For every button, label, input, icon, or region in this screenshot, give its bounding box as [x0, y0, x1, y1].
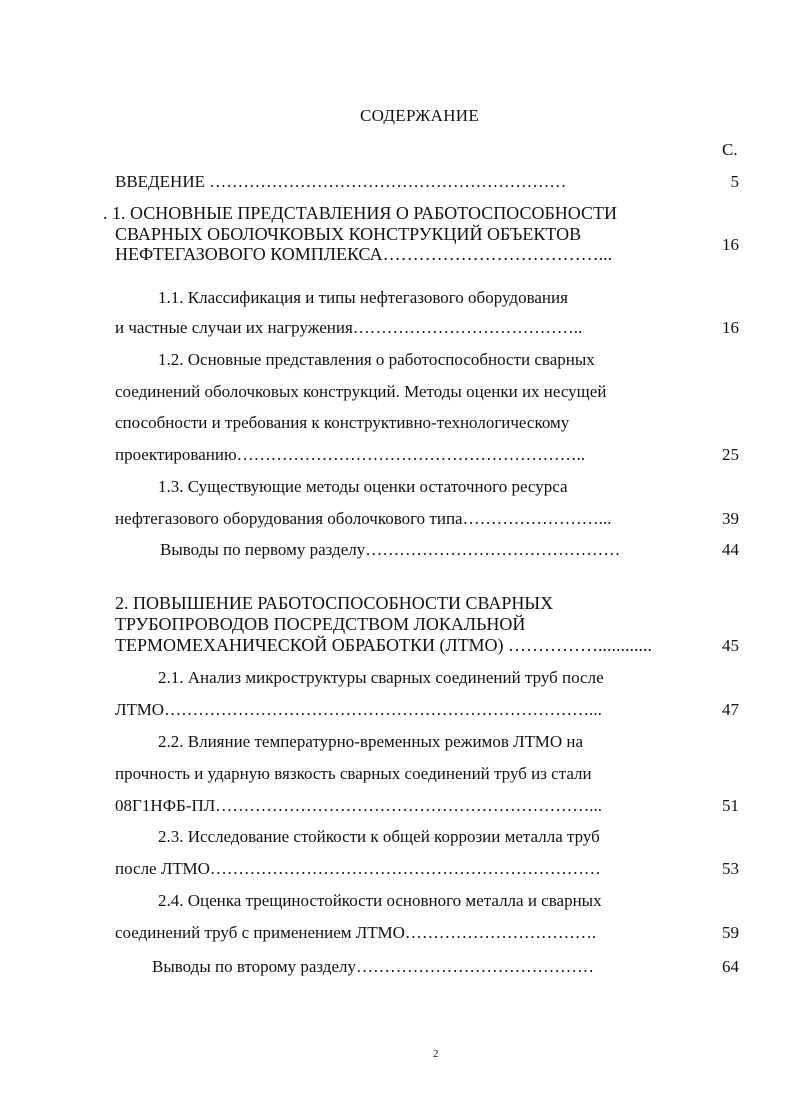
toc-page-number: 53	[722, 859, 739, 878]
toc-page-number: 47	[722, 700, 739, 719]
toc-entry-line: ЛТМО…………………………………………………………………...	[115, 700, 602, 719]
toc-page-number: 51	[722, 796, 739, 815]
toc-entry-line: ТЕРМОМЕХАНИЧЕСКОЙ ОБРАБОТКИ (ЛТМО) ……………............	[115, 635, 652, 655]
toc-entry-line: ВВЕДЕНИЕ ………………………………………………………	[115, 172, 567, 191]
toc-entry-line: Выводы по первому разделу………………………………………	[160, 540, 621, 559]
toc-page-number: 16	[722, 235, 739, 254]
toc-entry-line: соединений оболочковых конструкций. Методы оценки их несущей	[115, 382, 607, 401]
toc-entry-line: 2.4. Оценка трещиностойкости основного металла и сварных	[158, 891, 602, 910]
toc-page-number: 5	[730, 172, 739, 191]
toc-entry-line: 1.1. Классификация и типы нефтегазового оборудования	[158, 288, 568, 307]
toc-entry-line: проектированию……………………………………………………..	[115, 445, 586, 464]
footer-page-number: 2	[433, 1048, 439, 1060]
toc-entry-line: способности и требования к конструктивно-технологическому	[115, 413, 570, 432]
toc-entry-line: соединений труб с применением ЛТМО…………………………….	[115, 923, 597, 942]
toc-entry-line: прочность и ударную вязкость сварных соединений труб из стали	[115, 764, 592, 783]
toc-page-number: 45	[722, 636, 739, 655]
toc-entry-line: и частные случаи их нагружения…………………………………..	[115, 318, 583, 337]
toc-page-number: 39	[722, 509, 739, 528]
toc-entry-line: . 1. ОСНОВНЫЕ ПРЕДСТАВЛЕНИЯ О РАБОТОСПОСОБНОСТИ	[103, 203, 618, 223]
toc-entry-line: 2.1. Анализ микроструктуры сварных соединений труб после	[158, 668, 604, 687]
toc-entry-line: после ЛТМО……………………………………………………………	[115, 859, 601, 878]
toc-entry-line: 1.2. Основные представления о работоспособности сварных	[158, 350, 595, 369]
page-title: СОДЕРЖАНИЕ	[360, 106, 480, 125]
page-column-header: С.	[722, 140, 738, 159]
toc-page-number: 64	[722, 957, 739, 976]
toc-entry-line: 1.3. Существующие методы оценки остаточного ресурса	[158, 477, 568, 496]
toc-entry-line: НЕФТЕГАЗОВОГО КОМПЛЕКСА………………………………...	[115, 244, 613, 264]
toc-entry-line: 2.3. Исследование стойкости к общей коррозии металла труб	[158, 827, 600, 846]
toc-page-number: 16	[722, 318, 739, 337]
toc-entry-line: 2. ПОВЫШЕНИЕ РАБОТОСПОСОБНОСТИ СВАРНЫХ	[115, 593, 554, 613]
toc-page-number: 44	[722, 540, 739, 559]
toc-entry-line: 08Г1НФБ-ПЛ…………………………………………………………...	[115, 796, 603, 815]
toc-entry-line: СВАРНЫХ ОБОЛОЧКОВЫХ КОНСТРУКЦИЙ ОБЪЕКТОВ	[115, 224, 582, 244]
toc-entry-line: нефтегазового оборудования оболочкового типа……………………...	[115, 509, 612, 528]
toc-page-number: 25	[722, 445, 739, 464]
toc-entry-line: Выводы по второму разделу……………………………………	[152, 957, 594, 976]
toc-page-number: 59	[722, 923, 739, 942]
toc-entry-line: ТРУБОПРОВОДОВ ПОСРЕДСТВОМ ЛОКАЛЬНОЙ	[115, 614, 526, 634]
toc-entry-line: 2.2. Влияние температурно-временных режимов ЛТМО на	[158, 732, 584, 751]
